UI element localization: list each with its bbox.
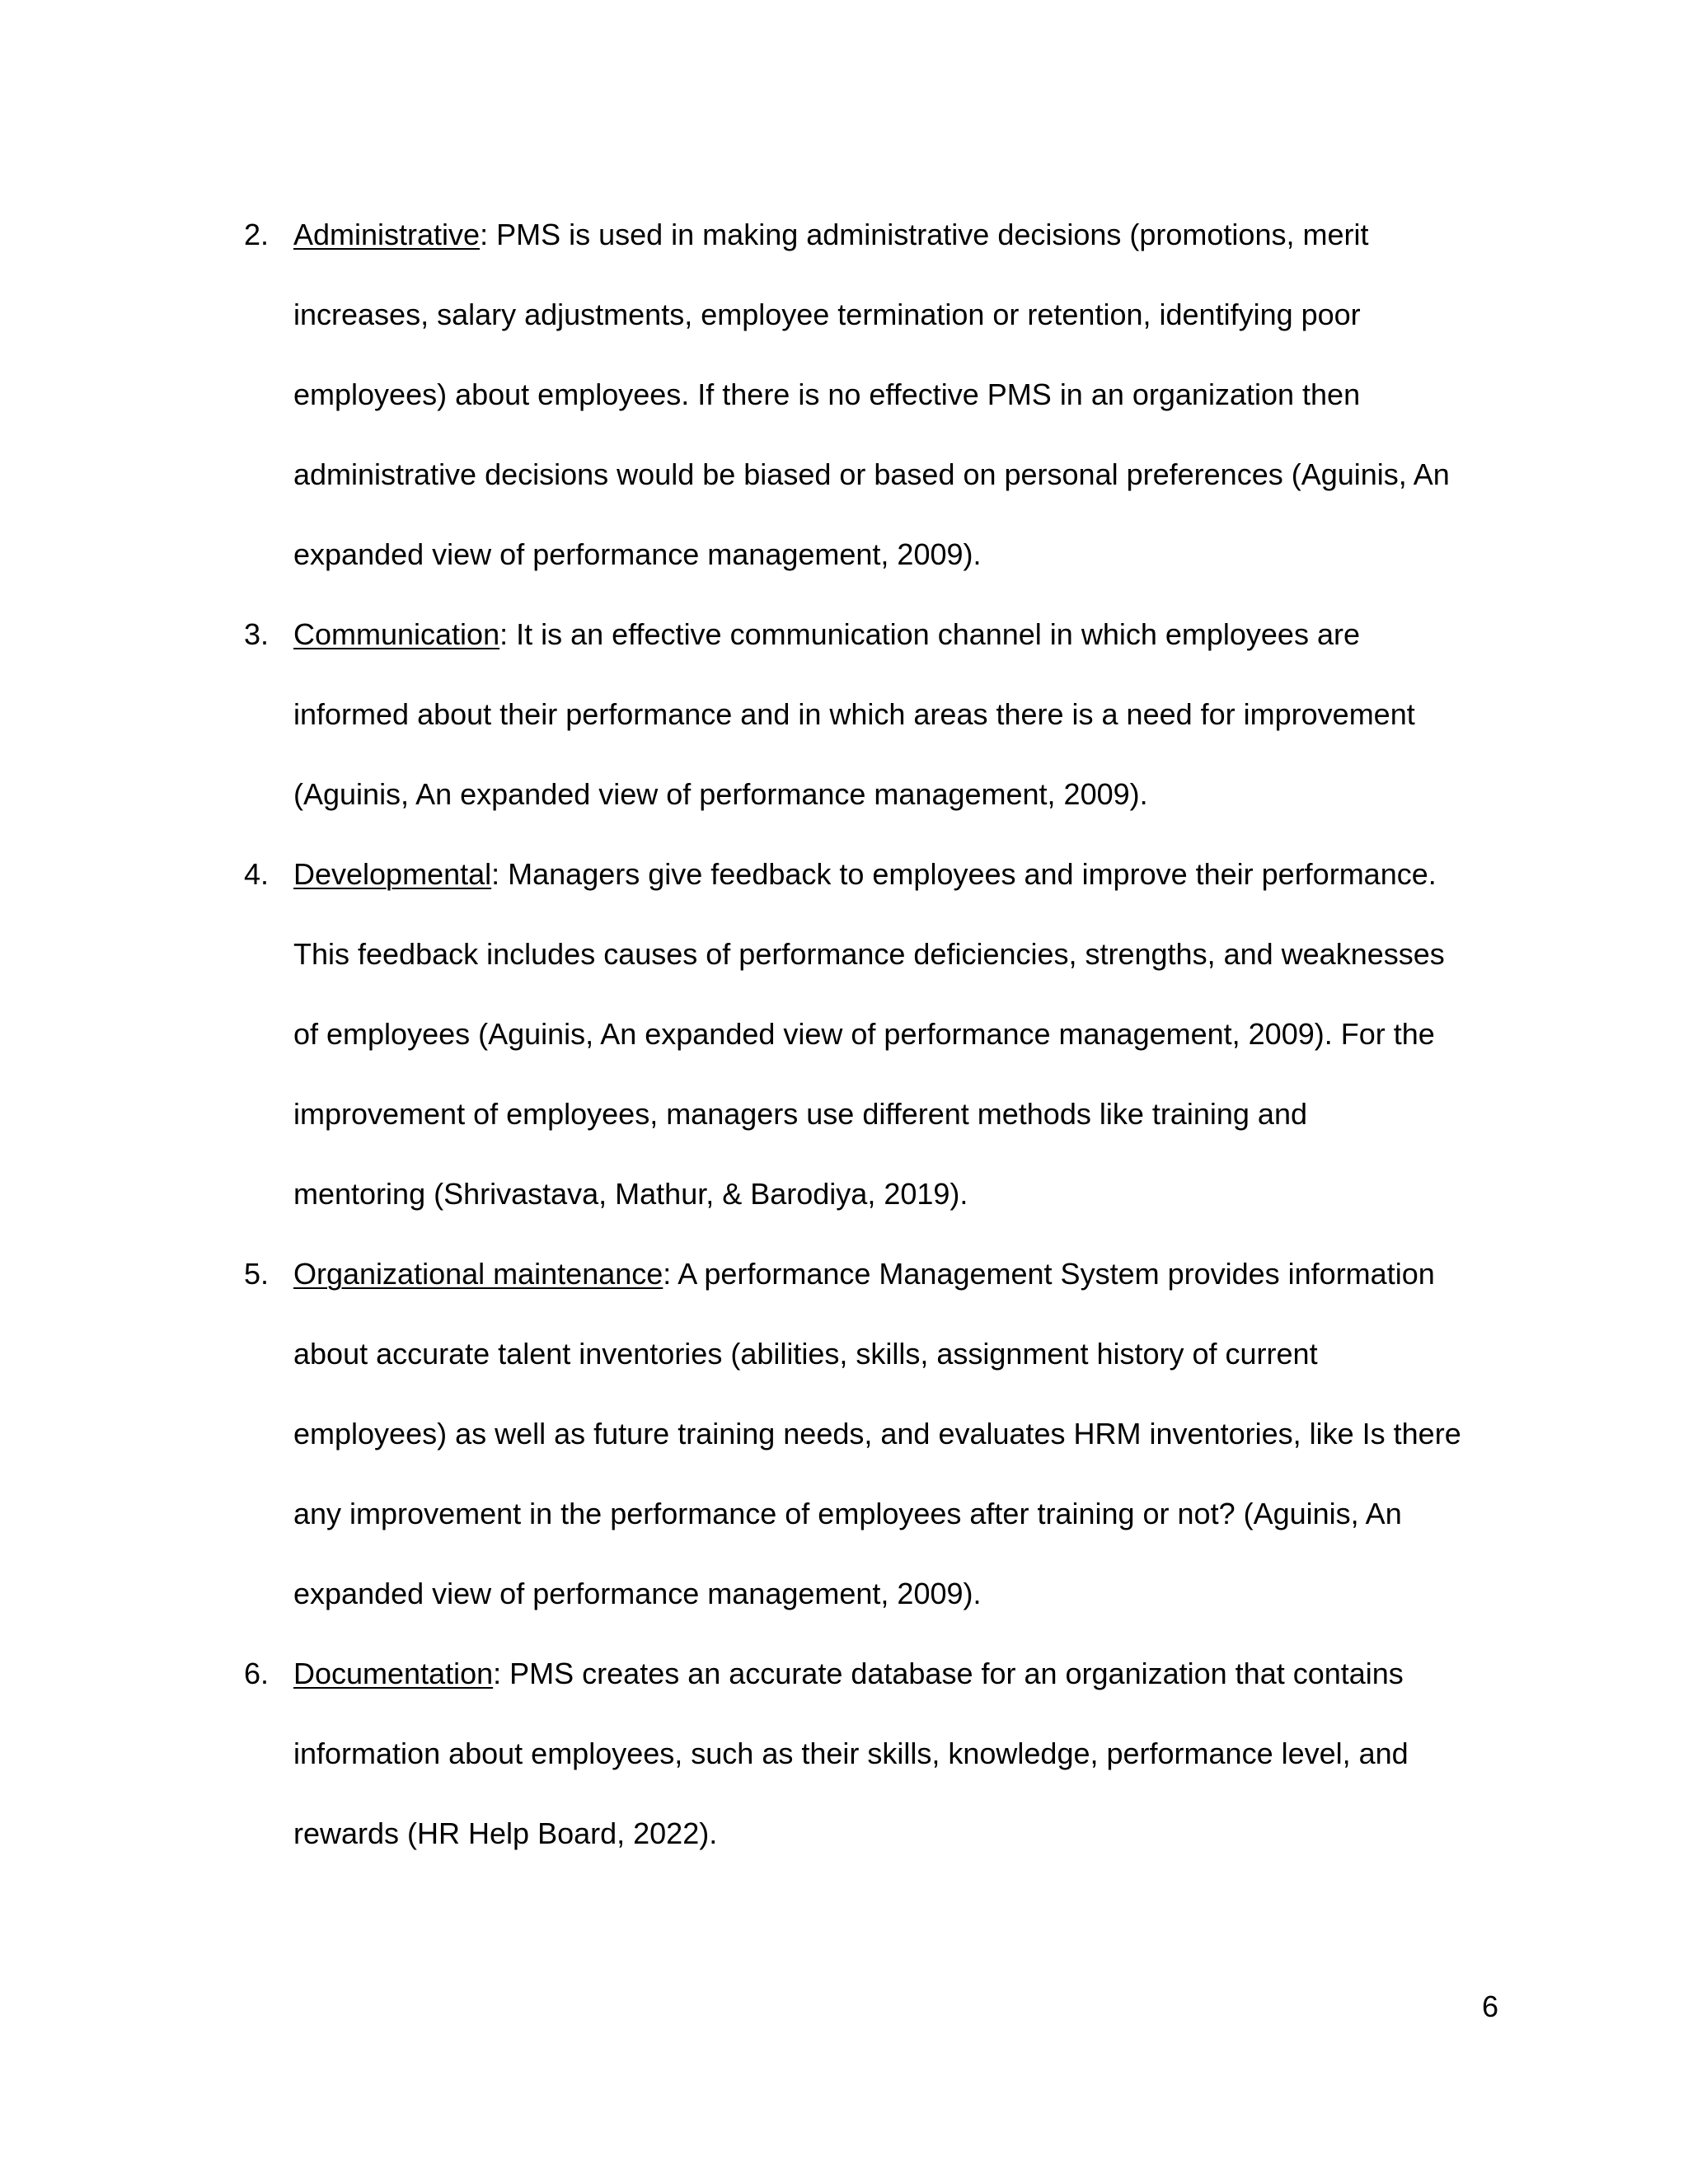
page-number: 6 xyxy=(1481,1990,1498,2023)
list-item-lead-text: : It is an effective communication channel in which employees are xyxy=(499,617,1360,651)
list-item-term: Documentation xyxy=(293,1657,494,1690)
list-item-line: employees) about employees. If there is no effective PMS in an organization then xyxy=(293,377,1361,411)
list-item-lead-text: : Managers give feedback to employees and improve their performance. xyxy=(491,857,1437,891)
list-item-term: Administrative xyxy=(293,218,481,251)
list-item-number: 4. xyxy=(244,857,270,891)
list-item-line: administrative decisions would be biased or based on personal preferences (Aguinis, An xyxy=(293,457,1450,491)
list-item-line: about accurate talent inventories (abilities, skills, assignment history of current xyxy=(293,1337,1318,1371)
list-item-documentation xyxy=(244,1633,1497,1873)
list-item-line: expanded view of performance management, 2009). xyxy=(293,537,982,571)
list-item-lead-text: : PMS creates an accurate database for an organization that contains xyxy=(493,1657,1404,1690)
list-item-line: expanded view of performance management, 2009). xyxy=(293,1577,982,1610)
list-item-developmental xyxy=(244,834,1497,1234)
list-item-line: increases, salary adjustments, employee termination or retention, identifying poor xyxy=(293,298,1361,331)
list-item-organizational-maintenance xyxy=(244,1234,1497,1633)
list-item-line: (Aguinis, An expanded view of performance management, 2009). xyxy=(293,777,1148,811)
pms-purposes-list xyxy=(244,194,1497,1873)
list-item-term: Developmental xyxy=(293,857,492,891)
list-item-number: 5. xyxy=(244,1257,270,1291)
list-item-number: 2. xyxy=(244,218,270,251)
list-item-line xyxy=(293,1633,1497,1713)
list-item-line: any improvement in the performance of employees after training or not? (Aguinis, An xyxy=(293,1497,1402,1530)
list-item-communication xyxy=(244,594,1497,834)
list-item-line: of employees (Aguinis, An expanded view of performance management, 2009). For the xyxy=(293,1017,1435,1051)
list-item-number: 3. xyxy=(244,617,270,651)
list-item-lead-text: : PMS is used in making administrative decisions (promotions, merit xyxy=(480,218,1369,251)
list-item-line: informed about their performance and in which areas there is a need for improvement xyxy=(293,697,1415,731)
list-item-administrative xyxy=(244,194,1497,594)
list-item-term: Organizational maintenance xyxy=(293,1257,663,1291)
list-item-line: This feedback includes causes of performance deficiencies, strengths, and weaknesses xyxy=(293,937,1445,971)
list-item-line: employees) as well as future training needs, and evaluates HRM inventories, like Is there xyxy=(293,1417,1461,1451)
list-item-term: Communication xyxy=(293,617,500,651)
list-item-line xyxy=(293,1234,1497,1314)
list-item-line: information about employees, such as their skills, knowledge, performance level, and xyxy=(293,1736,1409,1770)
list-item-lead-text: : A performance Management System provides information xyxy=(663,1257,1435,1291)
list-item-line xyxy=(293,834,1497,914)
list-item-line: rewards (HR Help Board, 2022). xyxy=(293,1816,718,1850)
list-item-number: 6. xyxy=(244,1657,270,1690)
list-item-line xyxy=(293,594,1497,674)
list-item-line xyxy=(293,194,1497,274)
list-item-line: mentoring (Shrivastava, Mathur, & Barodiya, 2019). xyxy=(293,1177,968,1211)
list-item-line: improvement of employees, managers use different methods like training and xyxy=(293,1097,1307,1131)
